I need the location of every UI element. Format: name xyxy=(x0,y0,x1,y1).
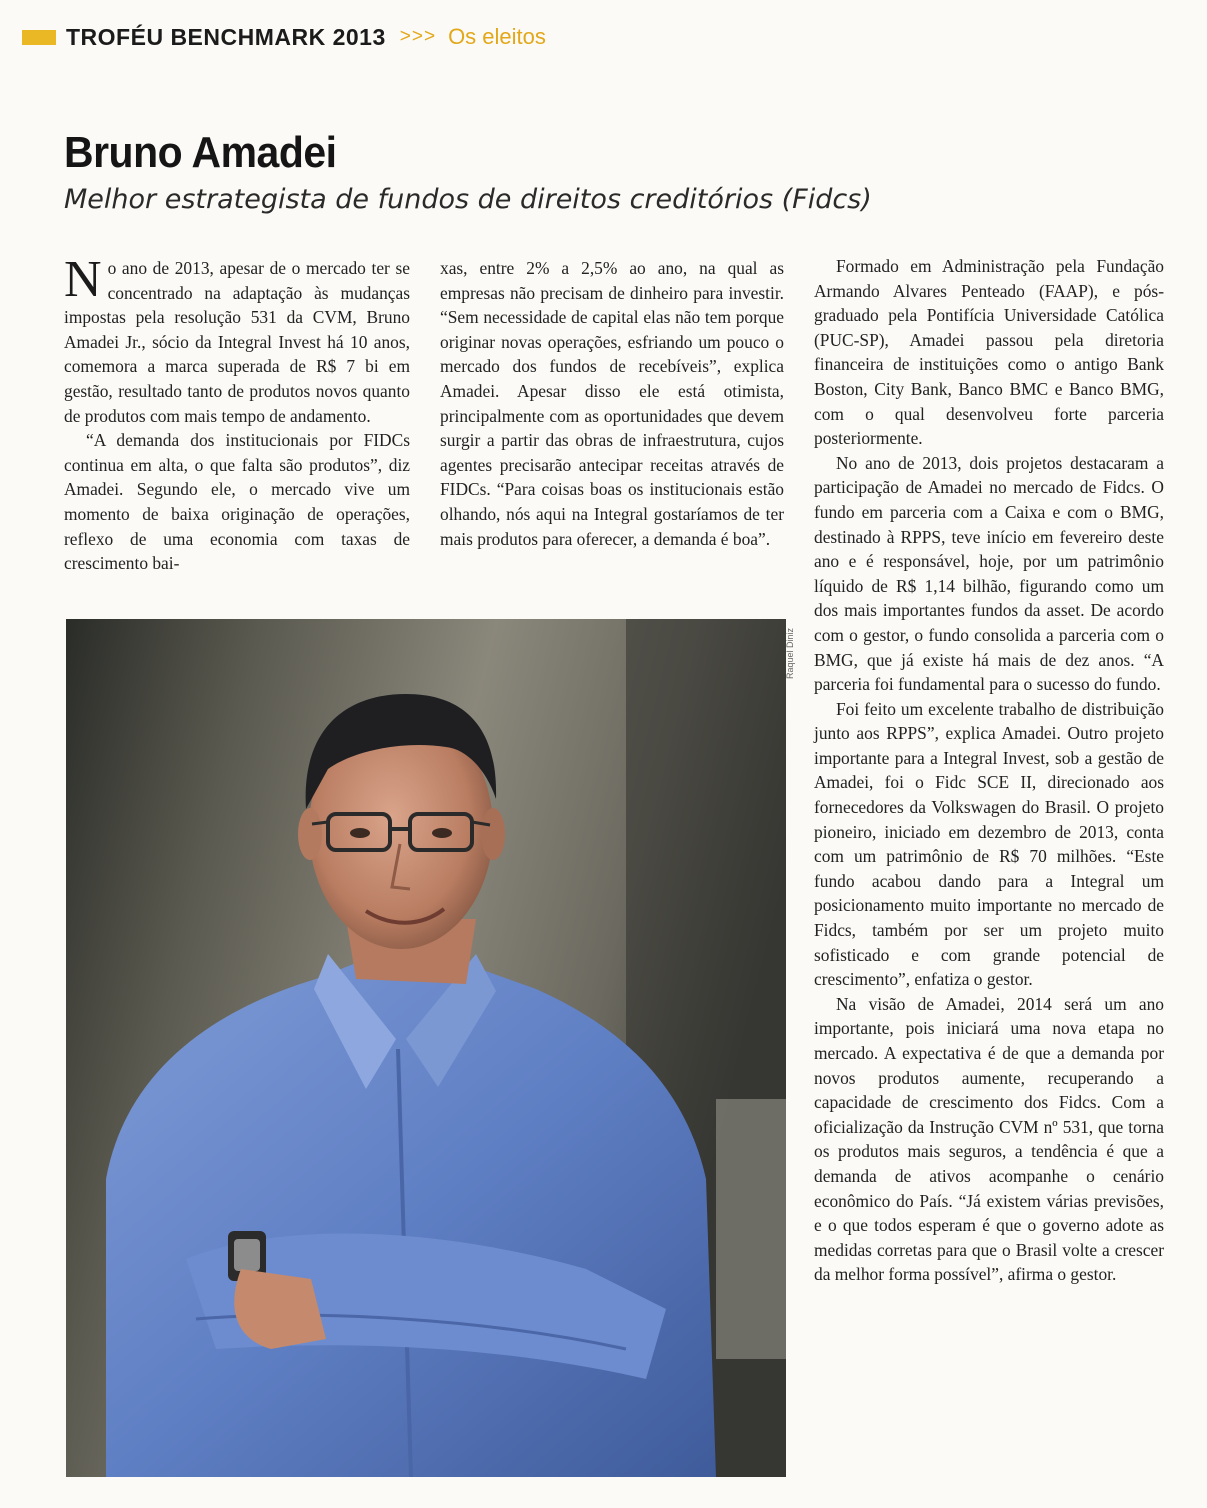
ear-left xyxy=(298,808,322,860)
section-title: TROFÉU BENCHMARK 2013 xyxy=(66,23,386,50)
article-column-3 xyxy=(814,254,1164,1287)
article-subtitle: Melhor estrategista de fundos de direitos creditórios (Fidcs) xyxy=(64,184,872,215)
section-subtitle: Os eleitos xyxy=(448,24,546,49)
ear-right xyxy=(481,808,505,860)
portrait-illustration xyxy=(66,619,786,1477)
paragraph-text: o ano de 2013, apesar de o mercado ter se concentrado na adaptação às mudanças impostas pela resolução 531 da CVM, Bruno Amadei Jr., sócio da Integral Invest há 10 anos, comemora a marca superada de R$ 7 bi em gestão, resultado tanto de produtos novos quanto de produtos com mais tempo de andamento. xyxy=(64,258,410,426)
drop-cap: N xyxy=(64,251,102,308)
photo-credit: Raquel Diniz xyxy=(785,628,795,680)
article-column-1 xyxy=(64,251,410,576)
article-title: Bruno Amadei xyxy=(64,128,337,177)
portrait-photo xyxy=(66,619,786,1477)
paragraph: Na visão de Amadei, 2014 será um ano importante, pois iniciará uma nova etapa no mercado. A expectativa é de que a demanda por novos produtos aumente, recuperando a capacidade de crescimento dos Fidcs. Com a oficialização da Instrução CVM nº 531, que torna os produtos mais seguros, a tendência é que a demanda de ativos acompanhe o cenário econômico do País. “Já existem várias previsões, e o que todos esperam é que o governo adote as medidas corretas para que o Brasil volte a crescer da melhor forma possível”, afirma o gestor. xyxy=(814,993,1164,1285)
paragraph: “A demanda dos institucionais por FIDCs continua em alta, o que falta são produtos”, diz Amadei. Segundo ele, o mercado vive um momento de baixa originação de operações, reflexo de uma economia com taxas de crescimento bai- xyxy=(64,430,410,574)
article-column-2 xyxy=(440,256,784,551)
eye-left xyxy=(350,828,370,838)
paragraph xyxy=(64,251,410,428)
watch-face xyxy=(234,1239,260,1271)
section-marker xyxy=(22,30,56,45)
breadcrumb-arrows: >>> xyxy=(399,26,437,47)
paragraph: No ano de 2013, dois projetos destacaram a participação de Amadei no mercado de Fidcs. O fundo em parceria com a Caixa e com o BMG, destinado à RPPS, teve início em fevereiro deste ano e é responsável, hoje, por um patrimônio líquido de R$ 1,14 bilhão, figurando como um dos mais importantes fundos da asset. De acordo com o gestor, o fundo consolida a parceria com o BMG, que já existe há mais de dez anos. “A parceria foi fundamental para o sucesso do fundo. xyxy=(814,452,1164,695)
section-header xyxy=(22,22,546,52)
paragraph: xas, entre 2% a 2,5% ao ano, na qual as empresas não precisam de dinheiro para investir. “Sem necessidade de capital elas não tem porque originar novas operações, esfriando um pouco o mercado dos fundos de recebíveis”, explica Amadei. Apesar disso ele está otimista, principalmente com as oportunidades que devem surgir a partir das obras de infraestrutura, cujos agentes precisarão antecipar receitas através de FIDCs. “Para coisas boas os institucionais estão olhando, nós aqui na Integral gostaríamos de ter mais produtos para oferecer, a demanda é boa”. xyxy=(440,258,784,549)
paragraph: Foi feito um excelente trabalho de distribuição junto aos RPPS”, explica Amadei. Outro projeto importante para a Integral Invest, sob a gestão de Amadei, foi o Fidc SCE II, direcionado aos fornecedores da Volkswagen do Brasil. O projeto pioneiro, iniciado em dezembro de 2013, conta com um patrimônio de R$ 70 milhões. “Este fundo acabou dando para a Integral um posicionamento muito importante no mercado de Fidcs, também por ser um projeto muito sofisticado e com grande potencial de crescimento”, enfatiza o gestor. xyxy=(814,698,1164,990)
window-light xyxy=(716,1099,786,1359)
eye-right xyxy=(432,828,452,838)
paragraph: Formado em Administração pela Fundação Armando Alvares Penteado (FAAP), e pós-graduado pela Pontifícia Universidade Católica (PUC-SP), Amadei passou pela diretoria financeira de instituições como o antigo Bank Boston, City Bank, Banco BMC e Banco BMG, com o qual desenvolveu forte parceria posteriormente. xyxy=(814,256,1164,449)
